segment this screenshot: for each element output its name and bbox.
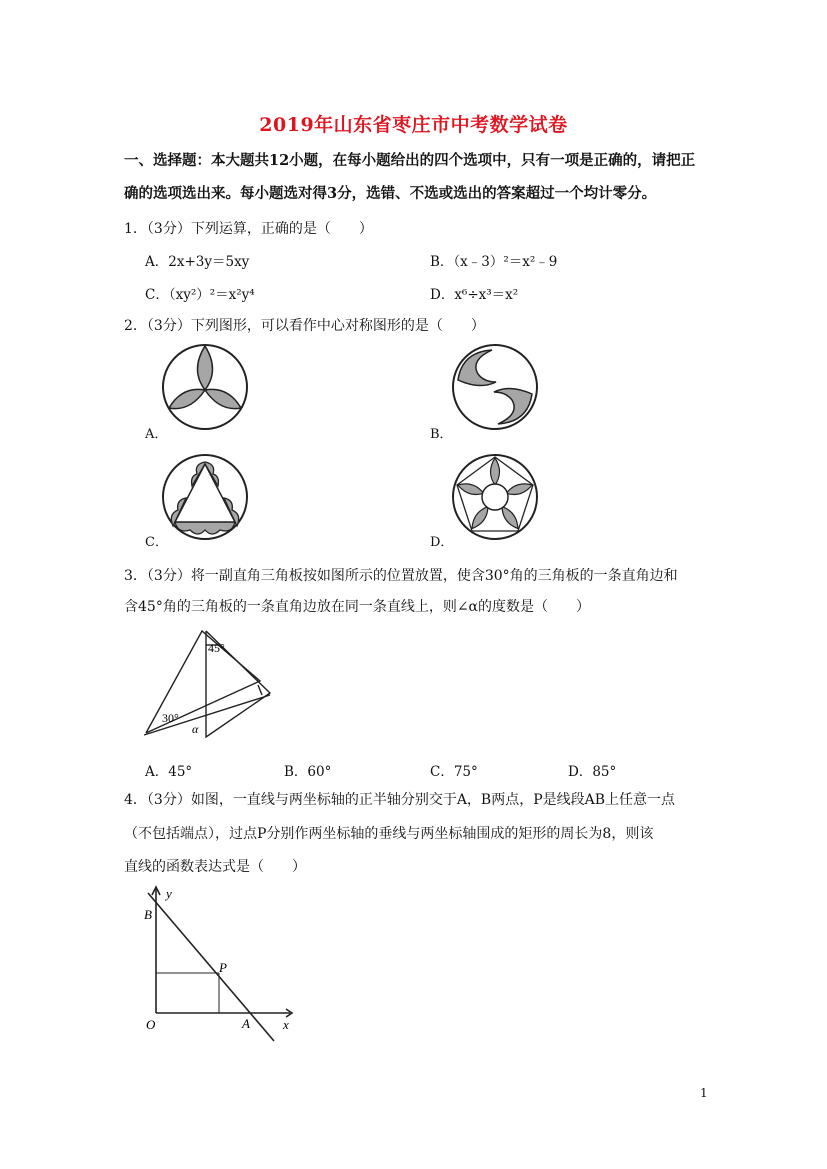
question-1-option-c[interactable]: C．（xy²）²＝x²y⁴	[145, 287, 255, 303]
option-a-figure[interactable]	[160, 342, 250, 432]
question-4-line2: （不包括端点），过点P分别作两坐标轴的垂线与两坐标轴围成的矩形的周长为8，则该	[124, 826, 654, 842]
section-heading-line1: 一、选择题：本大题共12小题，在每小题给出的四个选项中，只有一项是正确的，请把正	[124, 152, 696, 169]
question-3-option-d[interactable]: D．85°	[568, 764, 617, 780]
option-a-label: A．	[145, 427, 168, 442]
question-1-stem: 1．（3分）下列运算，正确的是（ ）	[124, 221, 373, 237]
section-heading-line2: 确的选项选出来。每小题选对得3分，选错、不选或选出的答案超过一个均计零分。	[124, 185, 657, 202]
question-4-line3: 直线的函数表达式是（ ）	[124, 859, 306, 875]
option-d-figure[interactable]	[450, 452, 540, 542]
question-1-option-b[interactable]: B．（x﹣3）²＝x²﹣9	[430, 254, 558, 270]
page-title: 2019年山东省枣庄市中考数学试卷	[259, 114, 568, 136]
option-c-label: C．	[145, 535, 168, 550]
option-d-label: D．	[430, 535, 454, 550]
label-x-axis: x	[283, 1017, 289, 1032]
question-1-option-d[interactable]: D．x⁶÷x³＝x²	[430, 287, 519, 303]
label-point-a: A	[242, 1016, 250, 1031]
question-3-option-c[interactable]: C．75°	[430, 764, 478, 780]
label-point-p: P	[219, 960, 227, 975]
question-3-option-b[interactable]: B．60°	[284, 764, 332, 780]
question-2-stem: 2．（3分）下列图形，可以看作中心对称图形的是（ ）	[124, 318, 485, 334]
question-3-option-a[interactable]: A．45°	[145, 764, 193, 780]
option-b-label: B．	[430, 427, 453, 442]
label-45-degree: 45°	[208, 641, 225, 655]
question-1-option-a[interactable]: A．2x+3y＝5xy	[145, 254, 250, 270]
label-point-b: B	[144, 907, 152, 922]
label-alpha: α	[192, 722, 199, 736]
question-4-figure	[140, 885, 300, 1045]
label-origin-o: O	[146, 1017, 156, 1032]
option-c-figure[interactable]	[160, 452, 250, 542]
question-3-line2: 含45°角的三角板的一条直角边放在同一条直线上，则∠α的度数是（ ）	[124, 599, 590, 615]
question-4-line1: 4．（3分）如图，一直线与两坐标轴的正半轴分别交于A，B两点，P是线段AB上任意一点	[124, 792, 676, 808]
question-3-line1: 3．（3分）将一副直角三角板按如图所示的位置放置，使含30°角的三角板的一条直角边和	[124, 568, 678, 584]
label-30-degree: 30°	[162, 711, 179, 725]
page-number: 1	[700, 1086, 708, 1100]
option-b-figure[interactable]	[450, 342, 540, 432]
label-y-axis: y	[166, 886, 172, 901]
question-3-figure	[140, 625, 280, 745]
